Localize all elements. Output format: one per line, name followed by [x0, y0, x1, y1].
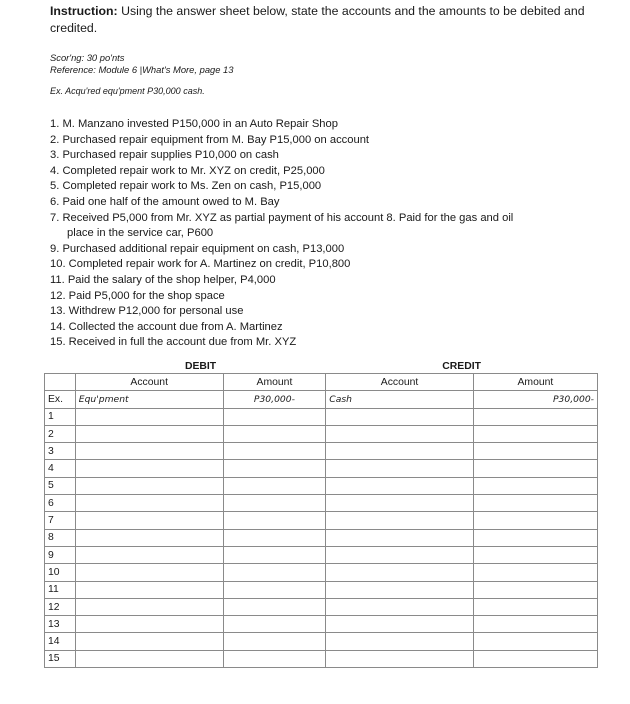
credit-account-header: Account: [326, 374, 474, 391]
transaction-item: [50, 211, 590, 242]
transaction-text: Paid one half of the amount owed to M. Bay: [62, 195, 280, 208]
instruction: [50, 3, 590, 37]
answer-row: [45, 512, 598, 529]
transaction-number: 4.: [50, 164, 60, 177]
credit-account-cell[interactable]: Cash: [326, 391, 474, 408]
answer-row: [45, 616, 598, 633]
row-number: 8: [45, 529, 76, 546]
transaction-number: 11.: [50, 273, 65, 286]
debit-account-cell[interactable]: [75, 477, 223, 494]
transaction-text: Completed repair work to Mr. XYZ on credit, P25,000: [62, 164, 325, 177]
row-number: 1: [45, 408, 76, 425]
answer-row: [45, 546, 598, 563]
credit-amount-cell[interactable]: [473, 460, 597, 477]
debit-amount-cell[interactable]: [223, 546, 326, 563]
transaction-number: 5.: [50, 180, 60, 193]
transaction-number: 9.: [50, 242, 60, 255]
debit-account-cell[interactable]: [75, 512, 223, 529]
answer-row: [45, 425, 598, 442]
transaction-text: Completed repair work for A. Martinez on credit, P10,800: [68, 258, 351, 271]
transaction-number: 3.: [50, 149, 60, 162]
debit-amount-header: Amount: [223, 374, 326, 391]
debit-account-cell[interactable]: [75, 581, 223, 598]
row-number: 15: [45, 650, 76, 667]
debit-amount-cell[interactable]: [223, 408, 326, 425]
debit-amount-cell[interactable]: [223, 443, 326, 460]
transaction-number: 2.: [50, 133, 60, 146]
debit-amount-cell[interactable]: [223, 512, 326, 529]
credit-amount-cell[interactable]: [473, 425, 597, 442]
debit-amount-cell[interactable]: [223, 495, 326, 512]
debit-amount-cell[interactable]: [223, 581, 326, 598]
transaction-item: [50, 335, 590, 351]
transaction-item: [50, 148, 590, 164]
credit-account-cell[interactable]: [326, 633, 474, 650]
transaction-number: 6.: [50, 195, 60, 208]
credit-amount-cell[interactable]: [473, 616, 597, 633]
debit-amount-cell[interactable]: [223, 598, 326, 615]
credit-amount-cell[interactable]: [473, 408, 597, 425]
credit-account-cell[interactable]: [326, 495, 474, 512]
row-number: 14: [45, 633, 76, 650]
transaction-number: 13.: [50, 305, 66, 318]
credit-account-cell[interactable]: [326, 408, 474, 425]
credit-account-cell[interactable]: [326, 616, 474, 633]
credit-account-cell[interactable]: [326, 425, 474, 442]
answer-row: [45, 443, 598, 460]
debit-account-cell[interactable]: [75, 408, 223, 425]
credit-amount-cell[interactable]: [473, 443, 597, 460]
answer-row: [45, 650, 598, 667]
debit-amount-cell[interactable]: [223, 564, 326, 581]
row-number: 10: [45, 564, 76, 581]
credit-amount-cell[interactable]: [473, 477, 597, 494]
example-row: [45, 391, 598, 408]
credit-amount-cell[interactable]: [473, 598, 597, 615]
transaction-item: [50, 133, 590, 149]
debit-account-cell[interactable]: [75, 460, 223, 477]
credit-amount-cell[interactable]: [473, 546, 597, 563]
debit-account-cell[interactable]: [75, 616, 223, 633]
credit-amount-header: Amount: [473, 374, 597, 391]
answer-row: [45, 460, 598, 477]
scoring-line: Scor'ng: 30 po'nts: [50, 52, 125, 63]
transaction-item: [50, 257, 590, 273]
debit-account-cell[interactable]: [75, 529, 223, 546]
transaction-text: Withdrew P12,000 for personal use: [68, 305, 244, 318]
debit-heading: DEBIT: [184, 361, 217, 372]
debit-account-cell[interactable]: [75, 546, 223, 563]
credit-amount-cell[interactable]: [473, 529, 597, 546]
answer-row: [45, 477, 598, 494]
debit-amount-cell[interactable]: P30,000-: [223, 391, 326, 408]
debit-amount-cell[interactable]: [223, 477, 326, 494]
row-number: 11: [45, 581, 76, 598]
credit-amount-cell[interactable]: P30,000-: [473, 391, 597, 408]
transaction-text: M. Manzano invested P150,000 in an Auto Repair Shop: [62, 118, 338, 130]
answer-row: [45, 529, 598, 546]
answer-sheet: [44, 360, 598, 668]
credit-account-cell[interactable]: [326, 460, 474, 477]
row-number: 9: [45, 546, 76, 563]
credit-account-cell[interactable]: [326, 598, 474, 615]
answer-row: [45, 598, 598, 615]
transaction-item: [50, 273, 590, 289]
transaction-number: 15.: [50, 336, 66, 349]
transaction-item: [50, 320, 590, 336]
transaction-text: Received in full the account due from Mr. XYZ: [68, 336, 297, 349]
transaction-text: Purchased repair equipment from M. Bay P15,000 on account: [62, 133, 370, 146]
transaction-text: Completed repair work to Ms. Zen on cash, P15,000: [62, 180, 322, 193]
transaction-number: 7.: [50, 211, 60, 224]
row-number: 4: [45, 460, 76, 477]
debit-account-cell[interactable]: Equ'pment: [75, 391, 223, 408]
debit-amount-cell[interactable]: [223, 460, 326, 477]
credit-account-cell[interactable]: [326, 546, 474, 563]
credit-account-cell[interactable]: [326, 443, 474, 460]
debit-amount-cell[interactable]: [223, 650, 326, 667]
row-number: 3: [45, 443, 76, 460]
transaction-number: 1.: [50, 118, 60, 130]
answer-row: [45, 581, 598, 598]
credit-amount-cell[interactable]: [473, 564, 597, 581]
example-line: Ex. Acqu'red equ'pment P30,000 cash.: [50, 86, 205, 96]
transaction-item: [50, 242, 590, 258]
answer-row: [45, 633, 598, 650]
transaction-text: Received P5,000 from Mr. XYZ as partial payment of his account 8. Paid for the gas and oil: [62, 211, 514, 224]
credit-account-cell[interactable]: [326, 564, 474, 581]
credit-amount-cell[interactable]: [473, 495, 597, 512]
transaction-item: [50, 117, 590, 133]
transaction-item: [50, 304, 590, 320]
row-number: 2: [45, 425, 76, 442]
instruction-text: Using the answer sheet below, state the accounts and the amounts to be debited and credited.: [50, 4, 585, 35]
credit-amount-cell[interactable]: [473, 512, 597, 529]
transaction-item: [50, 164, 590, 180]
transaction-text: Paid P5,000 for the shop space: [68, 289, 225, 302]
transaction-list: [50, 117, 590, 351]
credit-account-cell[interactable]: [326, 512, 474, 529]
transaction-item: [50, 179, 590, 195]
debit-account-cell[interactable]: [75, 443, 223, 460]
row-number: 5: [45, 477, 76, 494]
row-number: Ex.: [45, 391, 76, 408]
credit-account-cell[interactable]: [326, 650, 474, 667]
transaction-text-continued: place in the service car, P600: [67, 227, 214, 240]
transaction-number: 12.: [50, 289, 66, 302]
row-number: 13: [45, 616, 76, 633]
debit-account-cell[interactable]: [75, 495, 223, 512]
debit-amount-cell[interactable]: [223, 633, 326, 650]
transaction-number: 10.: [50, 258, 66, 271]
transaction-item: [50, 195, 590, 211]
credit-account-cell[interactable]: [326, 529, 474, 546]
credit-amount-cell[interactable]: [473, 581, 597, 598]
reference-line: Reference: Module 6 |What's More, page 13: [50, 64, 234, 75]
instruction-label: Instruction:: [50, 4, 118, 18]
debit-account-cell[interactable]: [75, 598, 223, 615]
credit-amount-cell[interactable]: [473, 633, 597, 650]
debit-amount-cell[interactable]: [223, 616, 326, 633]
transaction-text: Collected the account due from A. Martinez: [68, 320, 283, 333]
debit-account-cell[interactable]: [75, 564, 223, 581]
transaction-item: [50, 289, 590, 305]
credit-amount-cell[interactable]: [473, 650, 597, 667]
credit-heading: CREDIT: [442, 361, 481, 372]
transaction-text: Paid the salary of the shop helper, P4,000: [67, 273, 276, 286]
transaction-text: Purchased additional repair equipment on cash, P13,000: [62, 242, 345, 255]
credit-account-cell[interactable]: [326, 581, 474, 598]
debit-account-header: Account: [75, 374, 223, 391]
debit-account-cell[interactable]: [75, 650, 223, 667]
answer-row: [45, 495, 598, 512]
transaction-number: 14.: [50, 320, 66, 333]
debit-amount-cell[interactable]: [223, 529, 326, 546]
answer-row: [45, 408, 598, 425]
credit-account-cell[interactable]: [326, 477, 474, 494]
row-number: 6: [45, 495, 76, 512]
debit-account-cell[interactable]: [75, 633, 223, 650]
row-number: 7: [45, 512, 76, 529]
debit-amount-cell[interactable]: [223, 425, 326, 442]
debit-account-cell[interactable]: [75, 425, 223, 442]
answer-row: [45, 564, 598, 581]
transaction-text: Purchased repair supplies P10,000 on cash: [62, 149, 279, 162]
row-number: 12: [45, 598, 76, 615]
